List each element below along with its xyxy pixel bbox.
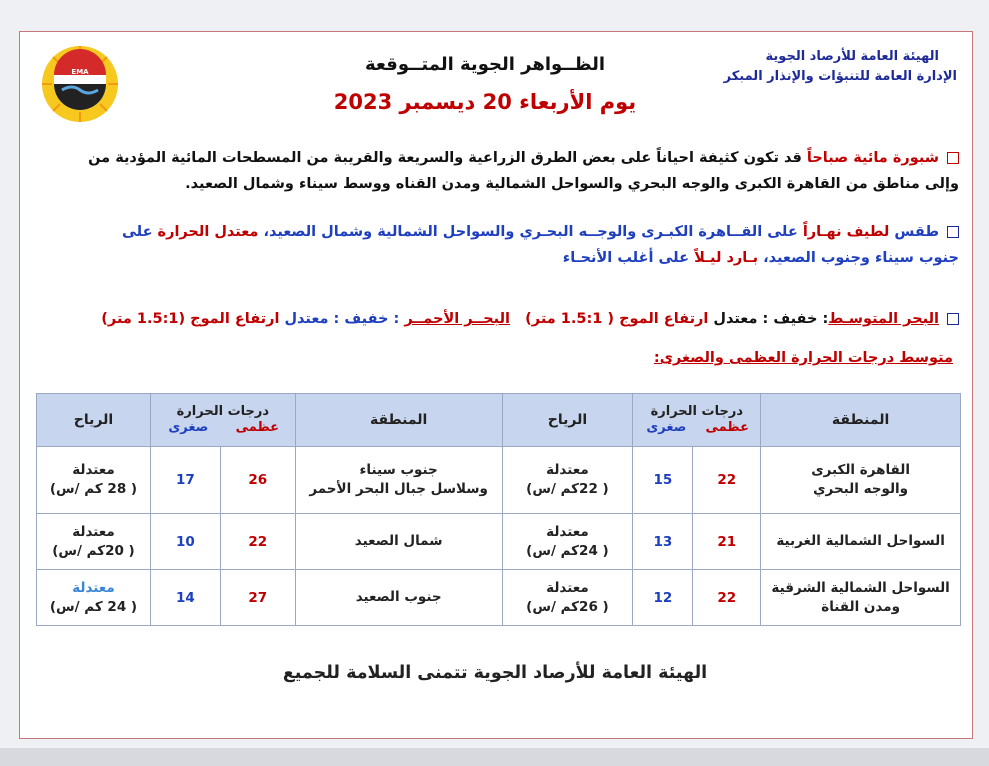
wind-speed: ( 28 كم /س) (49, 481, 138, 497)
fog-paragraph (80, 145, 959, 197)
wind-strength: معتدلة (546, 462, 589, 478)
wind-strength: معتدلة (72, 462, 115, 478)
org-department: الإدارة العامة للتنبؤات والإنذار المبكر (723, 69, 957, 84)
footer-message: الهيئة العامة للأرصاد الجوية تتمنى السلامة للجميع (282, 663, 708, 683)
header-temperature-sub (633, 420, 760, 436)
wind-strength: معتدلة (546, 523, 589, 540)
region-name: القاهرة الكبرى (811, 462, 910, 478)
region-cell (295, 447, 502, 514)
weather-regions-3: على أغلب الأنحـاء (562, 250, 695, 266)
wind-cell (502, 447, 633, 514)
ema-logo-icon (40, 44, 120, 124)
header-wind: الرياح (502, 394, 633, 447)
header-region: المنطقة (761, 394, 961, 447)
region-cell (761, 447, 961, 514)
weather-regions-2: على جنوب سيناء وجنوب الصعيد، (121, 224, 959, 266)
region-name-line2: ومدن القناة (821, 598, 900, 615)
header-wind-2: الرياح (37, 394, 151, 447)
bullet-icon (947, 152, 959, 164)
min-temp-cell: 14 (150, 570, 220, 626)
red-sea-wave: ارتفاع الموج (1.5:1 متر) (101, 311, 285, 327)
wind-cell (37, 514, 151, 570)
header-min-2: صغرى (168, 420, 209, 435)
mediterranean-wave: ارتفاع الموج ( 1.5:1 متر) (525, 311, 714, 327)
temperature-table (36, 393, 961, 626)
logo-text: EMA (71, 68, 89, 76)
fog-highlight: شبورة مائية صباحاً (806, 150, 939, 166)
min-temp-cell: 17 (150, 447, 220, 514)
org-name: الهيئة العامة للأرصاد الجوية (765, 49, 939, 64)
forecast-date: يوم الأربعاء 20 ديسمبر 2023 (333, 90, 637, 114)
bullet-icon (947, 313, 959, 325)
header-temperature-label-2: درجات الحرارة (176, 404, 270, 419)
max-temp-cell: 22 (693, 570, 761, 626)
wind-strength: معتدلة (546, 579, 589, 596)
wind-speed: ( 20كم /س) (52, 542, 135, 559)
min-temp-cell: 12 (633, 570, 693, 626)
region-name: جنوب سيناء (359, 462, 438, 478)
region-name-line2: وسلاسل جبال البحر الأحمر (309, 481, 488, 497)
temperature-heading: متوسط درجات الحرارة العظمى والصغرى: (653, 350, 953, 366)
header-temperature-label: درجات الحرارة (650, 404, 743, 419)
wind-speed: ( 22كم /س) (526, 481, 609, 497)
region-name: السواحل الشمالية الغربية (776, 533, 945, 549)
page-title: الظــواهر الجوية المتــوقعة (364, 54, 606, 75)
region-cell (295, 514, 502, 570)
region-name-line2: والوجه البحري (813, 481, 909, 497)
header-region-2: المنطقة (295, 394, 502, 447)
min-temp-cell: 10 (150, 514, 220, 570)
header-temperature-2 (150, 394, 295, 447)
max-temp-cell: 22 (220, 514, 295, 570)
wind-cell (37, 570, 151, 626)
wind-strength: معتدلة (72, 523, 115, 540)
header-temperature (633, 394, 761, 447)
wind-cell (502, 514, 633, 570)
header-max: عظمى (705, 420, 749, 435)
wind-cell (37, 447, 151, 514)
region-cell (761, 514, 961, 570)
wind-cell (502, 570, 633, 626)
table-header-row (37, 394, 961, 447)
max-temp-cell: 27 (220, 570, 295, 626)
weather-moderate-temp: معتدل الحرارة (157, 224, 259, 240)
red-sea-label: البحــر الأحمــر (404, 311, 511, 327)
table-row (37, 447, 961, 514)
fog-text: قد تكون كثيفة احياناً على بعض الطرق الزراعية والسريعة والقريبة من المسطحات المائية المؤدية من وإلى مناطق من القاهرة الكبرى والوجه البحري والسواحل الشمالية ومدن القناه ووسط سيناء وشمال الصعيد. (88, 150, 959, 192)
mediterranean-label: البحر المتوسـط (828, 311, 939, 327)
region-cell (761, 570, 961, 626)
region-name: شمال الصعيد (354, 533, 443, 549)
max-temp-cell: 21 (693, 514, 761, 570)
wind-speed: ( 24 كم /س) (49, 598, 138, 615)
region-name: السواحل الشمالية الشرقية (771, 579, 950, 596)
header-max-2: عظمى (235, 420, 280, 435)
min-temp-cell: 15 (633, 447, 693, 514)
max-temp-cell: 22 (693, 447, 761, 514)
min-temp-cell: 13 (633, 514, 693, 570)
wind-strength: معتدلة (72, 579, 115, 596)
max-temp-cell: 26 (220, 447, 295, 514)
red-sea-state: : خفيف : معتدل (284, 311, 405, 327)
organization-block (697, 47, 957, 87)
wind-speed: ( 26كم /س) (526, 598, 609, 615)
weather-mild-day: لطيف نهـاراً (802, 224, 895, 240)
mediterranean-state: : خفيف : معتدل (713, 311, 829, 327)
table-row (37, 514, 961, 570)
region-cell (295, 570, 502, 626)
document-frame (19, 31, 973, 739)
weather-cold-night: بـارد ليـلاً (694, 250, 759, 266)
weather-regions-1: على القــاهرة الكبـرى والوجــه البحـري والسواحل الشمالية وشمال الصعيد، (258, 224, 803, 240)
weather-paragraph (80, 219, 959, 271)
weather-word: طقس (894, 224, 939, 240)
wind-speed: ( 24كم /س) (526, 542, 609, 559)
region-name: جنوب الصعيد (355, 589, 442, 605)
bottom-shade (0, 748, 989, 766)
bullet-icon (947, 226, 959, 238)
table-row (37, 570, 961, 626)
header-min: صغرى (646, 420, 687, 435)
sea-paragraph (40, 306, 959, 332)
header-temperature-sub-2 (151, 420, 295, 436)
